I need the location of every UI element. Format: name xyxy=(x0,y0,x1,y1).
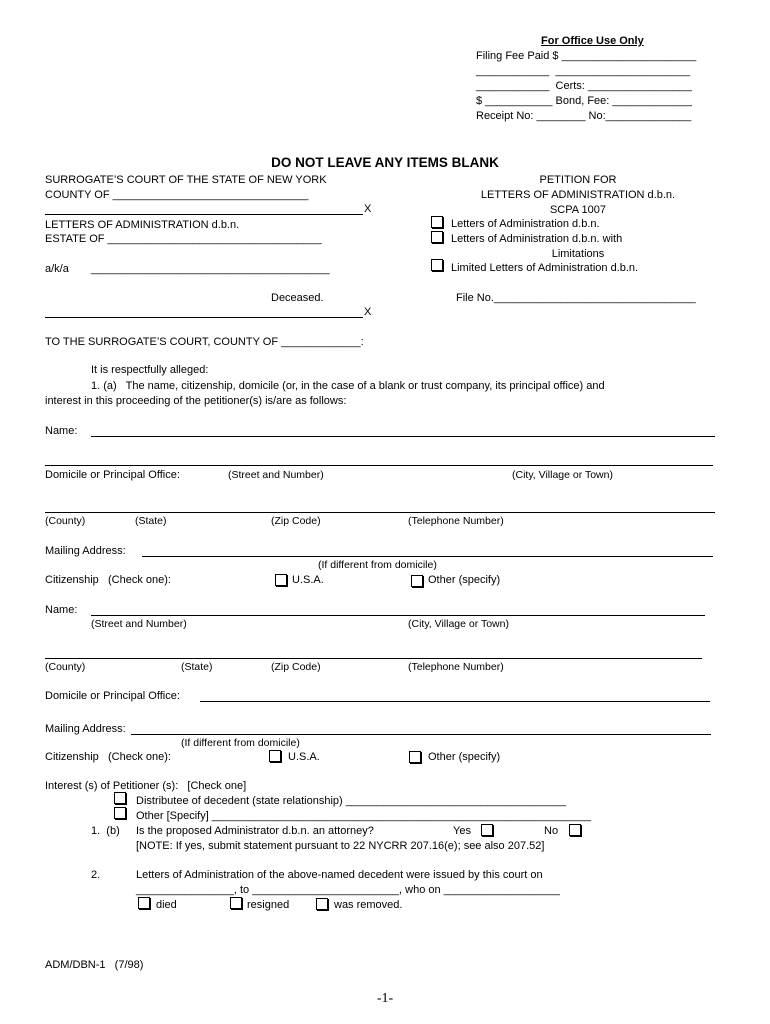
court-name: SURROGATE’S COURT OF THE STATE OF NEW YORK xyxy=(45,174,327,186)
name-field-pet2[interactable] xyxy=(91,615,705,616)
street-caption: (Street and Number) xyxy=(228,469,324,481)
removed-checkbox[interactable] xyxy=(316,898,328,910)
caption-top-rule xyxy=(45,214,363,215)
mailing-field-2[interactable] xyxy=(131,734,711,735)
usa-checkbox-2[interactable] xyxy=(269,750,281,762)
letters-dbn-label: Letters of Administration d.b.n. xyxy=(451,218,600,230)
mailing-label-2: Mailing Address: xyxy=(45,723,126,735)
domicile-label: Domicile or Principal Office: xyxy=(45,469,180,481)
other-citizenship-label: Other (specify) xyxy=(428,574,501,586)
other-citizenship-label-2: Other (specify) xyxy=(428,751,501,763)
city-caption-2: (City, Village or Town) xyxy=(408,618,509,630)
name-field[interactable] xyxy=(91,436,715,437)
estate-field[interactable]: ESTATE OF ___________________________________ xyxy=(45,233,322,245)
caption-x-bottom: X xyxy=(364,306,372,318)
yes-label: Yes xyxy=(453,825,471,837)
limited-letters-label: Limited Letters of Administration d.b.n. xyxy=(451,262,639,274)
zip-caption-2: (Zip Code) xyxy=(271,661,321,673)
citizenship-label-2: Citizenship (Check one): xyxy=(45,751,171,763)
q1b-number: 1. (b) xyxy=(91,825,120,837)
receipt-no-line[interactable]: Receipt No: ________ No:______________ xyxy=(476,110,692,122)
state-caption: (State) xyxy=(135,515,167,527)
petition-heading-2: LETTERS OF ADMINISTRATION d.b.n. xyxy=(480,189,676,201)
certs-line[interactable]: ____________ Certs: _________________ xyxy=(476,80,692,92)
usa-checkbox[interactable] xyxy=(275,574,287,586)
petition-heading-3: SCPA 1007 xyxy=(549,204,607,216)
page-title: DO NOT LEAVE ANY ITEMS BLANK xyxy=(271,155,499,170)
phone-caption: (Telephone Number) xyxy=(408,515,504,527)
street-caption-2: (Street and Number) xyxy=(91,618,187,630)
resigned-label: resigned xyxy=(247,899,290,911)
alleged-text: It is respectfully alleged: xyxy=(91,364,209,376)
petition-heading-1: PETITION FOR xyxy=(539,174,617,186)
interest-label: Interest (s) of Petitioner (s): [Check one] xyxy=(45,780,247,792)
if-different-caption: (If different from domicile) xyxy=(318,559,437,571)
city-caption: (City, Village or Town) xyxy=(512,469,613,481)
aka-field[interactable]: _______________________________________ xyxy=(91,263,330,275)
citizenship-label: Citizenship (Check one): xyxy=(45,574,171,586)
letters-limitations-label-2: Limitations xyxy=(551,248,605,260)
zip-caption: (Zip Code) xyxy=(271,515,321,527)
q1b-question: Is the proposed Administrator d.b.n. an attorney? xyxy=(136,825,374,837)
to-court-line[interactable]: TO THE SURROGATE’S COURT, COUNTY OF _____________: xyxy=(45,336,364,348)
letters-dbn-checkbox[interactable] xyxy=(431,216,443,228)
attorney-note: [NOTE: If yes, submit statement pursuant to 22 NYCRR 207.16(e); see also 207.52] xyxy=(136,840,545,852)
caption-bottom-rule xyxy=(45,317,363,318)
office-blank-line[interactable]: ____________ ______________________ xyxy=(476,65,691,77)
deceased-label: Deceased. xyxy=(271,292,324,304)
mailing-label: Mailing Address: xyxy=(45,545,126,557)
county-caption: (County) xyxy=(45,515,86,527)
died-label: died xyxy=(156,899,177,911)
attorney-yes-checkbox[interactable] xyxy=(481,824,493,836)
mailing-field[interactable] xyxy=(142,556,713,557)
removed-label: was removed. xyxy=(334,899,403,911)
caption-x-top: X xyxy=(364,203,372,215)
died-checkbox[interactable] xyxy=(138,897,150,909)
distributee-field[interactable]: Distributee of decedent (state relationship) ____________________________________ xyxy=(136,795,566,807)
limited-letters-checkbox[interactable] xyxy=(431,259,443,271)
para-1a-text: 1. (a) The name, citizenship, domicile (or, in the case of a blank or trust company, its principal office) and xyxy=(91,380,605,392)
name-field-2[interactable] xyxy=(45,465,713,466)
resigned-checkbox[interactable] xyxy=(230,897,242,909)
domicile-field-2[interactable] xyxy=(200,701,710,702)
other-citizenship-checkbox[interactable] xyxy=(411,575,423,587)
name-label-2: Name: xyxy=(45,604,78,616)
file-no-field[interactable]: File No._________________________________ xyxy=(456,292,696,304)
office-use-heading: For Office Use Only xyxy=(541,35,644,47)
if-different-caption-2: (If different from domicile) xyxy=(181,737,300,749)
page-number: -1- xyxy=(376,991,394,1006)
usa-label: U.S.A. xyxy=(292,574,324,586)
no-label: No xyxy=(544,825,559,837)
item-2-number: 2. xyxy=(91,869,101,881)
filing-fee-line[interactable]: Filing Fee Paid $ ______________________ xyxy=(476,50,697,62)
bond-fee-line[interactable]: $ ___________ Bond, Fee: _____________ xyxy=(476,95,692,107)
form-id: ADM/DBN-1 (7/98) xyxy=(45,959,144,971)
address-field-pet2[interactable] xyxy=(45,658,702,659)
usa-label-2: U.S.A. xyxy=(288,751,320,763)
other-interest-checkbox[interactable] xyxy=(114,807,126,819)
domicile-field[interactable] xyxy=(45,512,715,513)
para-1a-text-2: interest in this proceeding of the petitioner(s) is/are as follows: xyxy=(45,395,347,407)
county-caption-2: (County) xyxy=(45,661,86,673)
name-label: Name: xyxy=(45,425,78,437)
letters-limitations-checkbox[interactable] xyxy=(431,231,443,243)
other-citizenship-checkbox-2[interactable] xyxy=(409,751,421,763)
other-interest-field[interactable]: Other [Specify] ______________________________________________________________ xyxy=(136,810,592,822)
distributee-checkbox[interactable] xyxy=(114,792,126,804)
attorney-no-checkbox[interactable] xyxy=(569,824,581,836)
state-caption-2: (State) xyxy=(181,661,213,673)
aka-label: a/k/a xyxy=(45,263,69,275)
letters-limitations-label: Letters of Administration d.b.n. with xyxy=(451,233,623,245)
county-field[interactable]: COUNTY OF ________________________________ xyxy=(45,189,309,201)
in-matter-line: LETTERS OF ADMINISTRATION d.b.n. xyxy=(45,219,240,231)
domicile-label-2: Domicile or Principal Office: xyxy=(45,690,180,702)
item-2-text: Letters of Administration of the above-named decedent were issued by this court on xyxy=(136,869,543,881)
item-2-fields[interactable]: ________________, to ________________________, who on ___________________ xyxy=(136,884,560,896)
phone-caption-2: (Telephone Number) xyxy=(408,661,504,673)
